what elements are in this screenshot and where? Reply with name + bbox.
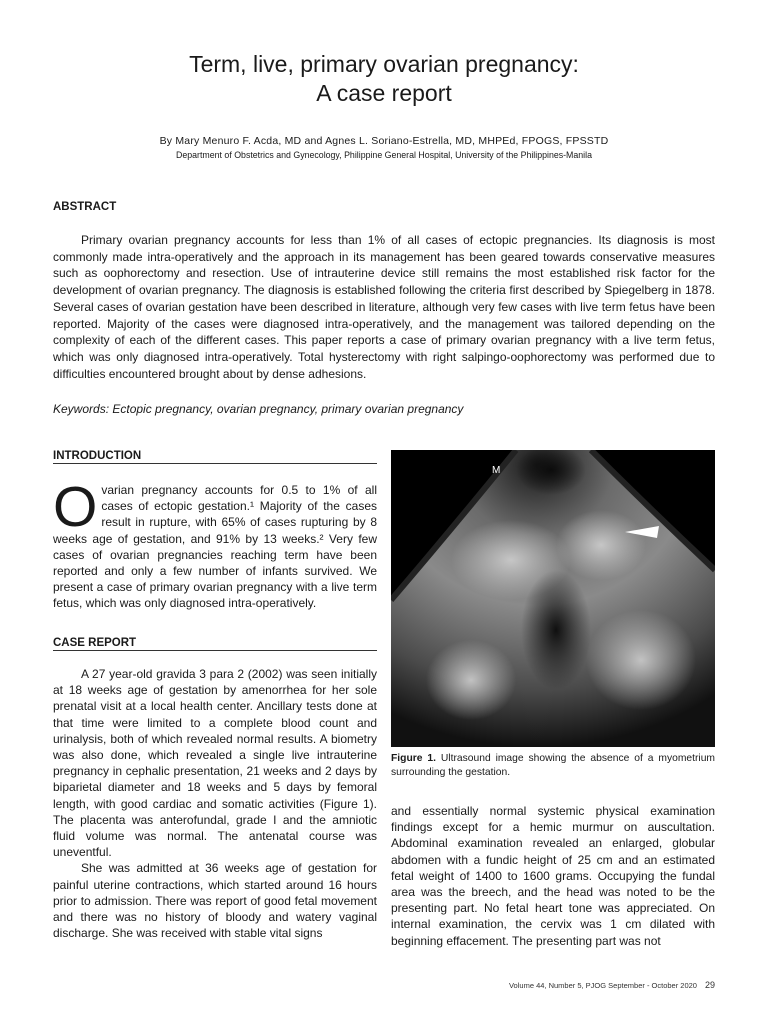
page-number: 29 (704, 980, 715, 990)
affiliation: Department of Obstetrics and Gynecology, Philippine General Hospital, University of the Philippines-Manila (176, 150, 592, 160)
abstract-text: Primary ovarian pregnancy accounts for less than 1% of all cases of ectopic pregnancies. Its diagnosis is most commonly made intra-operatively and the approach in its management has been geared towards conservative measures such as oophorectomy and resection. Use of intrauterine device still remains the most established risk factor for the development of ovarian pregnancy. The diagnosis is established following the criteria first described by Spiegelberg in 1878. Several cases of ovarian gestation have been described in literature, although very few cases with live term fetus have been reported. Majority of the cases were diagnosed intra-operatively, and the management was tailored depending on the complexity of each of the different cases. This paper reports a case of primary ovarian pregnancy with a live term fetus, which was only diagnosed intra-operatively. Total hysterectomy with right salpingo-oophorectomy was performed due to difficulties encountered brought about by dense adhesions. (53, 233, 715, 381)
ultrasound-marker-label: M (492, 465, 501, 476)
article-title (0, 50, 768, 108)
figure-1-ultrasound-image (391, 450, 715, 747)
case-report-heading: CASE REPORT (53, 637, 377, 651)
authors: By Mary Menuro F. Acda, MD and Agnes L. Soriano-Estrella, MD, MHPEd, FPOGS, FPSSTD (159, 135, 609, 147)
right-column-body (391, 803, 715, 949)
introduction-body (53, 475, 377, 612)
figure-caption-label: Figure 1. (391, 753, 436, 764)
keywords: Keywords: Ectopic pregnancy, ovarian pregnancy, primary ovarian pregnancy (53, 402, 464, 416)
ultrasound-graphic (391, 450, 715, 747)
introduction-heading: INTRODUCTION (53, 450, 377, 464)
introduction-text: varian pregnancy accounts for 0.5 to 1% of all cases of ectopic gestation.¹ Majority of the cases result in rupture, with 65% of cases rupturing by 8 weeks age of gestation, and 91% by 13 weeks.² Very few cases of ovarian pregnancies reaching term have been reported and only a few number of infants survived. We present a case of primary ovarian pregnancy with a live term fetus, which was only diagnosed intra-operatively. (53, 483, 377, 611)
title-line-1: Term, live, primary ovarian pregnancy: (189, 51, 579, 77)
drop-cap: O (53, 475, 98, 539)
figure-1-caption (391, 752, 715, 780)
case-report-paragraph-1: A 27 year-old gravida 3 para 2 (2002) was seen initially at 18 weeks age of gestation by amenorrhea for her sole prenatal visit at a local health center. Ancillary tests done at that time were limited to a complete blood count and urinalysis, both of which revealed normal results. A biometry was also done, which revealed a single live intrauterine pregnancy in cephalic presentation, 21 weeks and 2 days by biparietal diameter and 18 weeks and 5 days by femoral length, with good cardiac and somatic activities (Figure 1). The placenta was anterofundal, grade I and the amniotic fluid volume was normal. The antenatal course was uneventful. (53, 667, 377, 860)
title-line-2: A case report (316, 80, 452, 106)
journal-info: Volume 44, Number 5, PJOG September - October 2020 (508, 981, 697, 990)
case-report-paragraph-2: She was admitted at 36 weeks age of gestation for painful uterine contractions, which started around 16 hours prior to admission. There was report of good fetal movement and there was no history of bloody and watery vaginal discharge. She was received with stable vital signs (53, 861, 377, 941)
figure-caption-text: Ultrasound image showing the absence of a myometrium surrounding the gestation. (391, 753, 716, 778)
abstract-heading: ABSTRACT (53, 201, 117, 213)
page-footer (509, 980, 715, 990)
right-column-text: and essentially normal systemic physical examination findings except for a hemic murmur on auscultation. Abdominal examination revealed an enlarged, globular abdomen with a fundic height of 25 cm and an estimated fetal weight of 1400 to 1600 grams. Occupying the fundal area was the breech, and the head was noted to be the presenting part. No fetal heart tone was appreciated. On internal examination, the cervix was 1 cm dilated with beginning effacement. The presenting part was not (391, 804, 715, 948)
case-report-body (53, 666, 377, 941)
